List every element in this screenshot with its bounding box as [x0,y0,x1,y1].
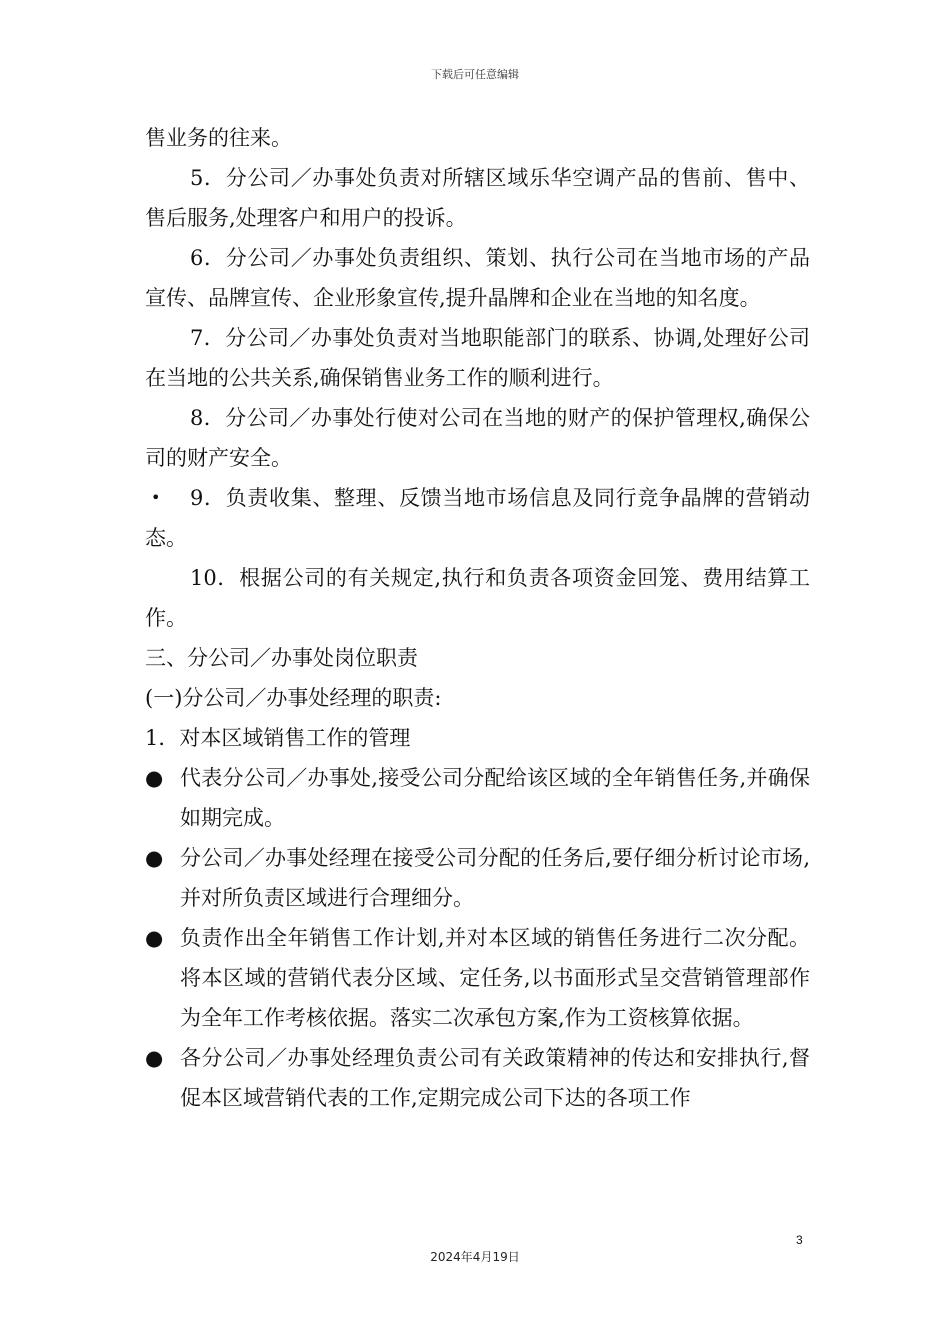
section-heading: 三、分公司／办事处岗位职责 [145,646,418,670]
paragraph-with-marker [145,478,810,558]
item-heading: 1．对本区域销售工作的管理 [145,726,411,750]
list-item-text: 各分公司／办事处经理负责公司有关政策精神的传达和安排执行,督促本区域营销代表的工作,定期完成公司下达的各项工作 [180,1046,810,1110]
paragraph: 7．分公司／办事处负责对当地职能部门的联系、协调,处理好公司在当地的公共关系,确保销售业务工作的顺利进行。 [145,326,810,390]
list-item-text: 负责作出全年销售工作计划,并对本区域的销售任务进行二次分配。将本区域的营销代表分区域、定任务,以书面形式呈交营销管理部作为全年工作考核依据。落实二次承包方案,作为工资核算依据。 [180,926,810,1030]
list-item-text: 分公司／办事处经理在接受公司分配的任务后,要仔细分析讨论市场,并对所负责区域进行合理细分。 [180,846,810,910]
page-number: 3 [796,1233,803,1247]
paragraph: 9．负责收集、整理、反馈当地市场信息及同行竞争晶牌的营销动态。 [145,486,810,550]
paragraph: 售业务的往来。 [145,126,292,150]
bullet-icon: ● [145,1046,164,1070]
document-body [145,118,810,1118]
bullet-icon: ● [145,926,164,950]
page-header: 下载后可任意编辑 [431,68,519,81]
list-item [145,1038,810,1118]
small-bullet-icon: • [151,488,161,507]
paragraph: 8．分公司／办事处行使对公司在当地的财产的保护管理权,确保公司的财产安全。 [145,406,810,470]
paragraph: 10．根据公司的有关规定,执行和负责各项资金回笼、费用结算工作。 [145,566,810,630]
paragraph: 6．分公司／办事处负责组织、策划、执行公司在当地市场的产品宣传、品牌宣传、企业形象宣传,提升晶牌和企业在当地的知名度。 [145,246,810,310]
paragraph: 5．分公司／办事处负责对所辖区域乐华空调产品的售前、售中、售后服务,处理客户和用户的投诉。 [145,166,810,230]
list-item [145,838,810,918]
page-footer-date: 2024年4月19日 [430,1250,520,1264]
subsection-heading: (一)分公司／办事处经理的职责: [145,686,442,710]
bullet-icon: ● [145,846,164,870]
list-item-text: 代表分公司／办事处,接受公司分配给该区域的全年销售任务,并确保如期完成。 [180,766,810,830]
list-item [145,918,810,1038]
list-item [145,758,810,838]
bullet-icon: ● [145,766,164,790]
